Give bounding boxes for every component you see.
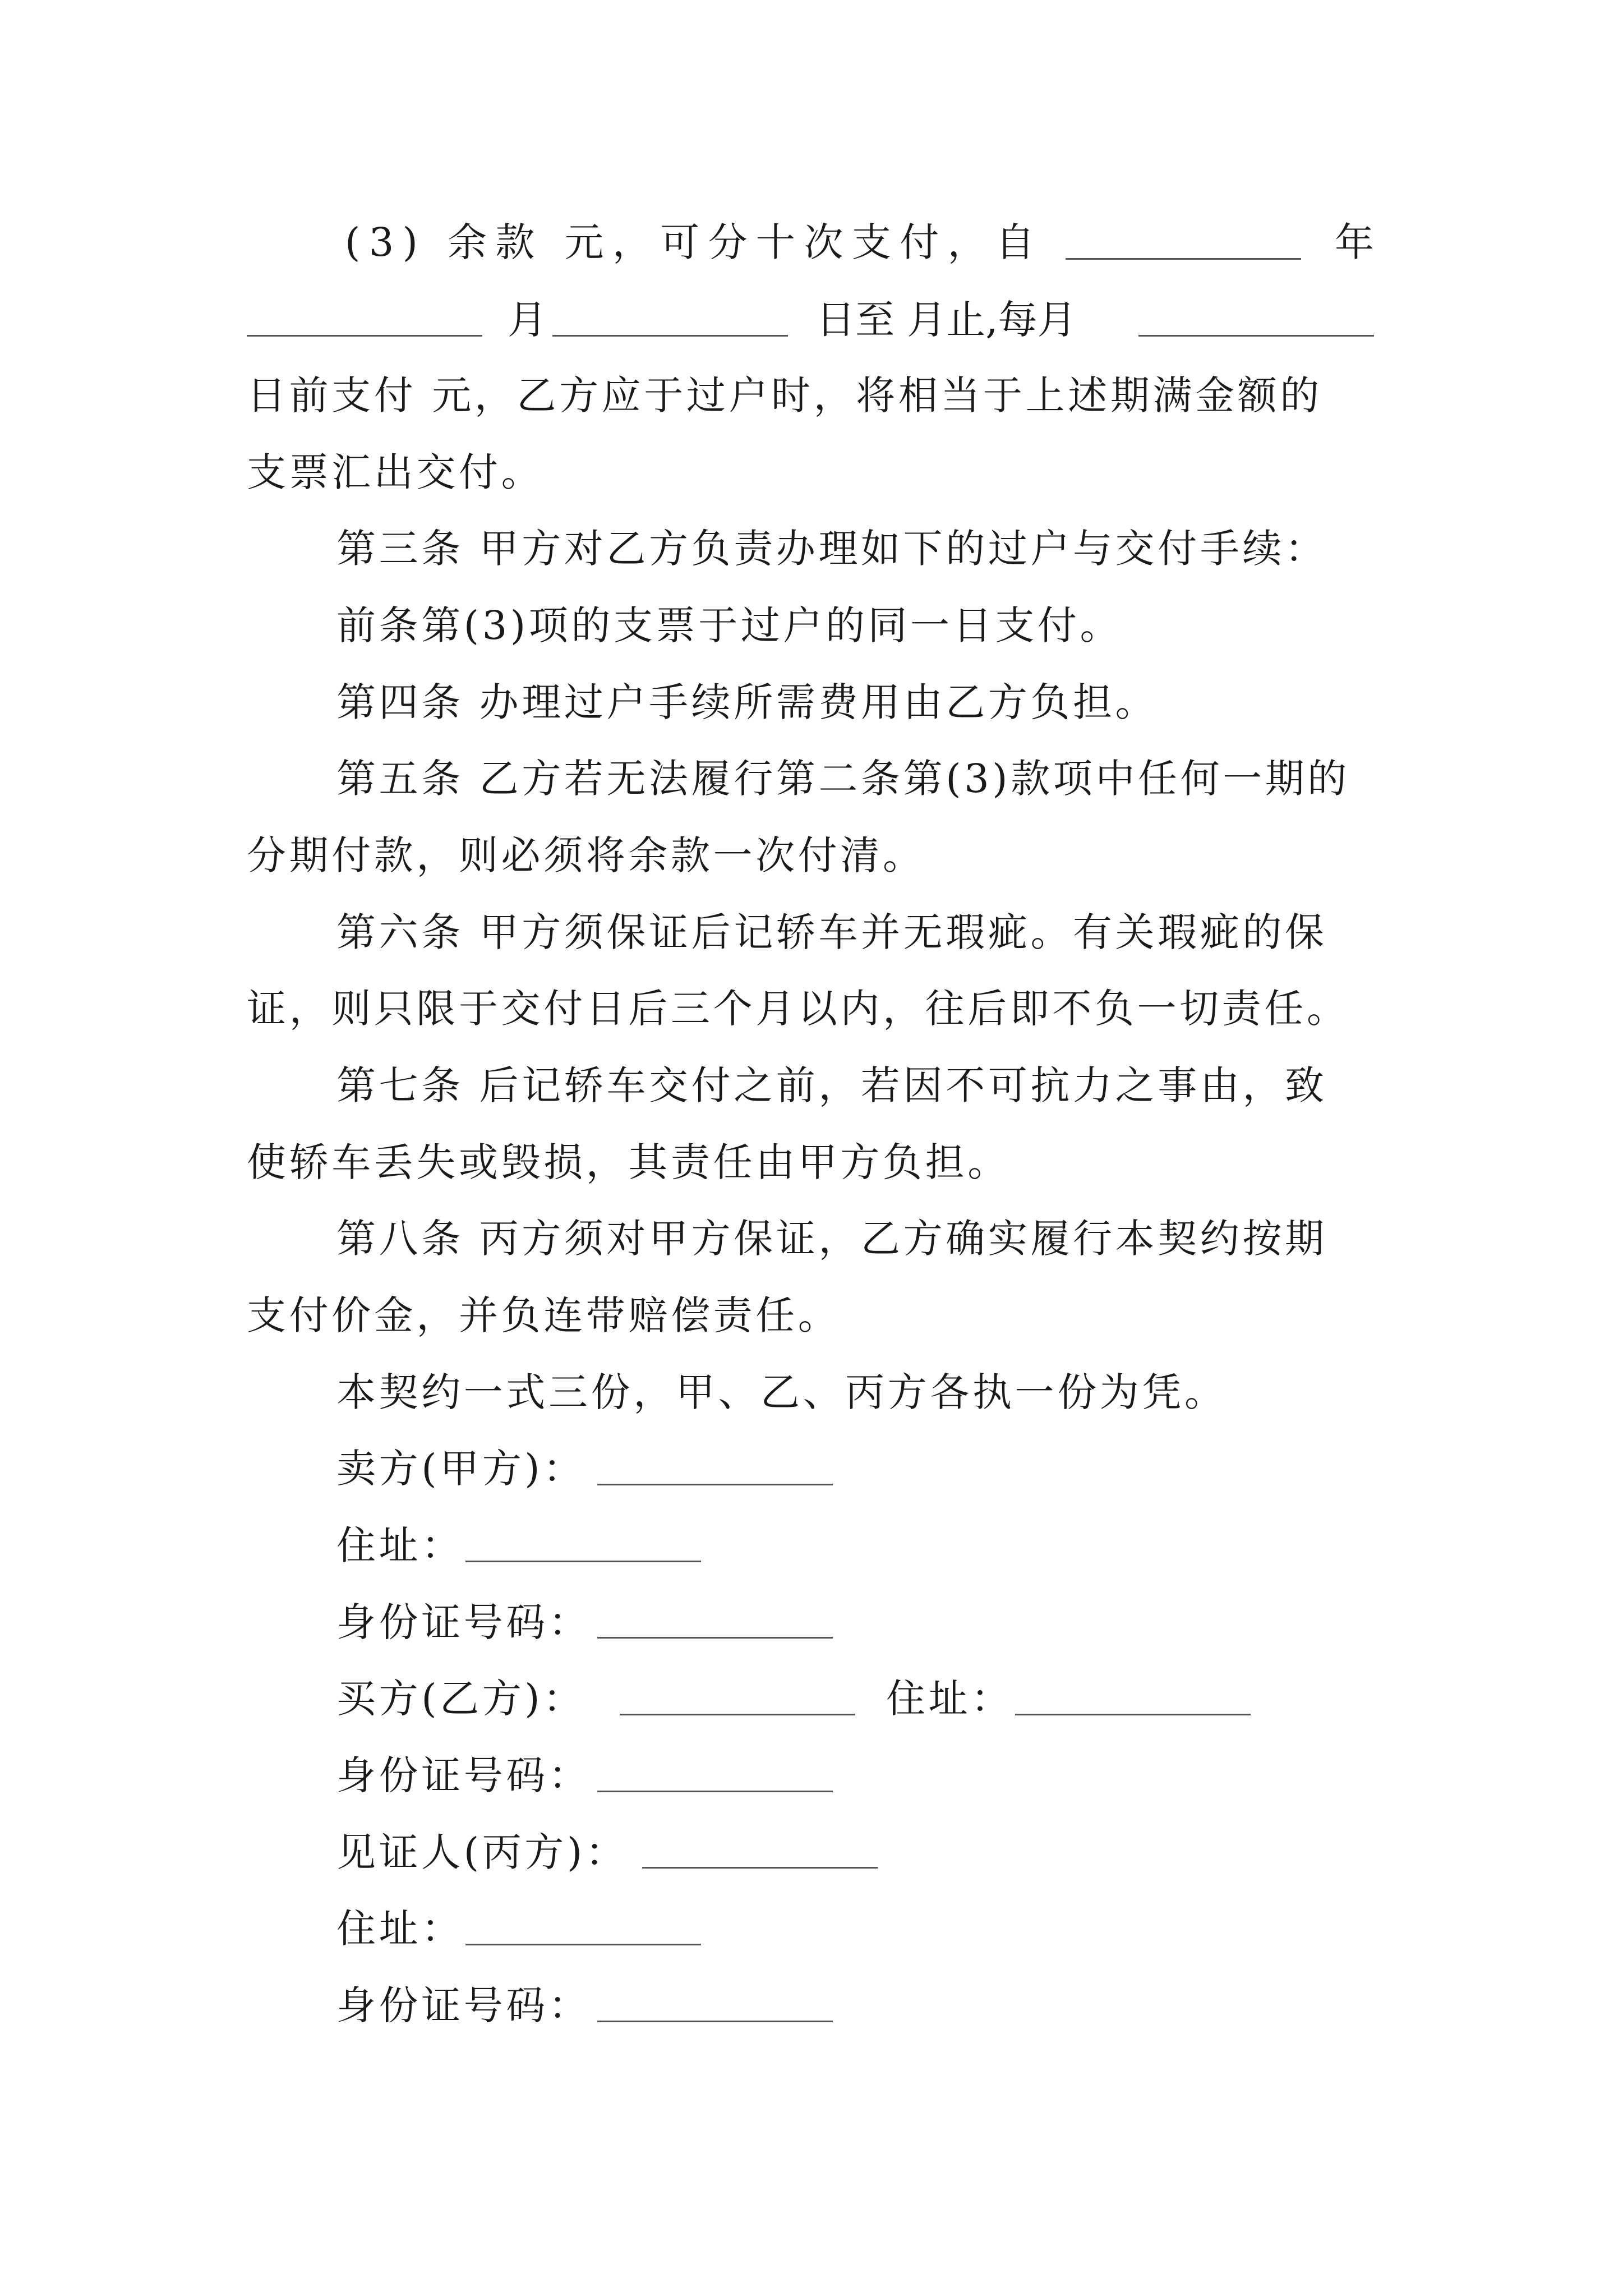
- id-number-text: 身份证号码：: [336, 1982, 591, 2028]
- text-line: [816, 292, 1077, 348]
- seller-text: 卖方(甲方)：: [336, 1446, 585, 1492]
- date-range-text: 日至 月止,每月: [816, 297, 1077, 343]
- blank-month: [552, 335, 788, 337]
- buyer-label: [336, 1671, 585, 1727]
- buyer-address-blank: [1015, 1714, 1251, 1715]
- witness-address-blank: [465, 1944, 701, 1945]
- article-6: [336, 904, 1327, 960]
- article-5-text: 分期付款，则必须将余款一次付清。: [247, 832, 925, 878]
- seller-label: [336, 1441, 585, 1497]
- article-5: [336, 751, 1350, 807]
- article-8: [336, 1211, 1327, 1267]
- article-7: [336, 1057, 1327, 1114]
- month-label: 月: [508, 297, 547, 343]
- article-5-cont: [247, 827, 925, 884]
- blank-day: [1138, 335, 1374, 337]
- article-8-text: 第八条 丙方须对甲方保证，乙方确实履行本契约按期: [336, 1216, 1327, 1262]
- buyer-address-label: [886, 1671, 1013, 1727]
- blank-year: [247, 335, 482, 337]
- payment-clause-text: 日前支付 元，乙方应于过户时，将相当于上述期满金额的: [247, 372, 1322, 418]
- seller-address-label: [336, 1517, 464, 1573]
- article-3: [336, 521, 1327, 577]
- witness-id-label: [336, 1977, 591, 2033]
- buyer-blank: [620, 1714, 855, 1715]
- article-3-detail: [336, 597, 1122, 654]
- copies-text: 本契约一式三份，甲、乙、丙方各执一份为凭。: [336, 1369, 1227, 1415]
- seller-address-blank: [465, 1561, 701, 1562]
- article-6-cont: [247, 981, 1349, 1037]
- id-number-text: 身份证号码：: [336, 1599, 591, 1645]
- text-line: [345, 214, 1043, 270]
- id-number-text: 身份证号码：: [336, 1752, 591, 1798]
- article-5-text: 第五条 乙方若无法履行第二条第(3)款项中任何一期的: [336, 756, 1350, 802]
- payment-clause-text: 支票汇出交付。: [247, 449, 544, 495]
- blank-year-start: [1066, 258, 1301, 260]
- text-line: [247, 367, 1322, 424]
- year-label: 年: [1335, 219, 1374, 265]
- article-4-text: 第四条 办理过户手续所需费用由乙方负担。: [336, 679, 1158, 725]
- article-7-cont: [247, 1134, 1010, 1190]
- witness-blank: [642, 1867, 878, 1869]
- witness-address-label: [336, 1901, 464, 1957]
- article-4: [336, 674, 1158, 730]
- witness-id-blank: [597, 2021, 833, 2022]
- article-6-text: 证，则只限于交付日后三个月以内，往后即不负一切责任。: [247, 986, 1349, 1032]
- buyer-text: 买方(乙方)：: [336, 1676, 585, 1722]
- address-text: 住址：: [336, 1522, 464, 1568]
- seller-id-label: [336, 1594, 591, 1650]
- article-8-text: 支付价金，并负连带赔偿责任。: [247, 1292, 841, 1338]
- text-line: [1335, 214, 1374, 270]
- witness-label: [336, 1824, 628, 1880]
- text-line: [247, 444, 543, 500]
- address-text: 住址：: [336, 1906, 464, 1952]
- article-7-text: 使轿车丢失或毁损，其责任由甲方负担。: [247, 1139, 1010, 1185]
- buyer-id-blank: [597, 1791, 833, 1792]
- copies-clause: [336, 1364, 1227, 1420]
- article-8-cont: [247, 1287, 840, 1343]
- witness-text: 见证人(丙方)：: [336, 1829, 628, 1875]
- text-line: [508, 292, 547, 348]
- address-text: 住址：: [886, 1676, 1013, 1722]
- buyer-id-label: [336, 1747, 591, 1803]
- article-7-text: 第七条 后记轿车交付之前，若因不可抗力之事由，致: [336, 1062, 1327, 1108]
- seller-id-blank: [597, 1637, 833, 1639]
- article-3-text: 第三条 甲方对乙方负责办理如下的过户与交付手续：: [336, 526, 1327, 572]
- article-3-detail-text: 前条第(3)项的支票于过户的同一日支付。: [336, 602, 1123, 648]
- payment-clause-text: (3) 余款 元，可分十次支付，自: [345, 219, 1044, 265]
- seller-blank: [597, 1484, 833, 1485]
- article-6-text: 第六条 甲方须保证后记轿车并无瑕疵。有关瑕疵的保: [336, 909, 1327, 955]
